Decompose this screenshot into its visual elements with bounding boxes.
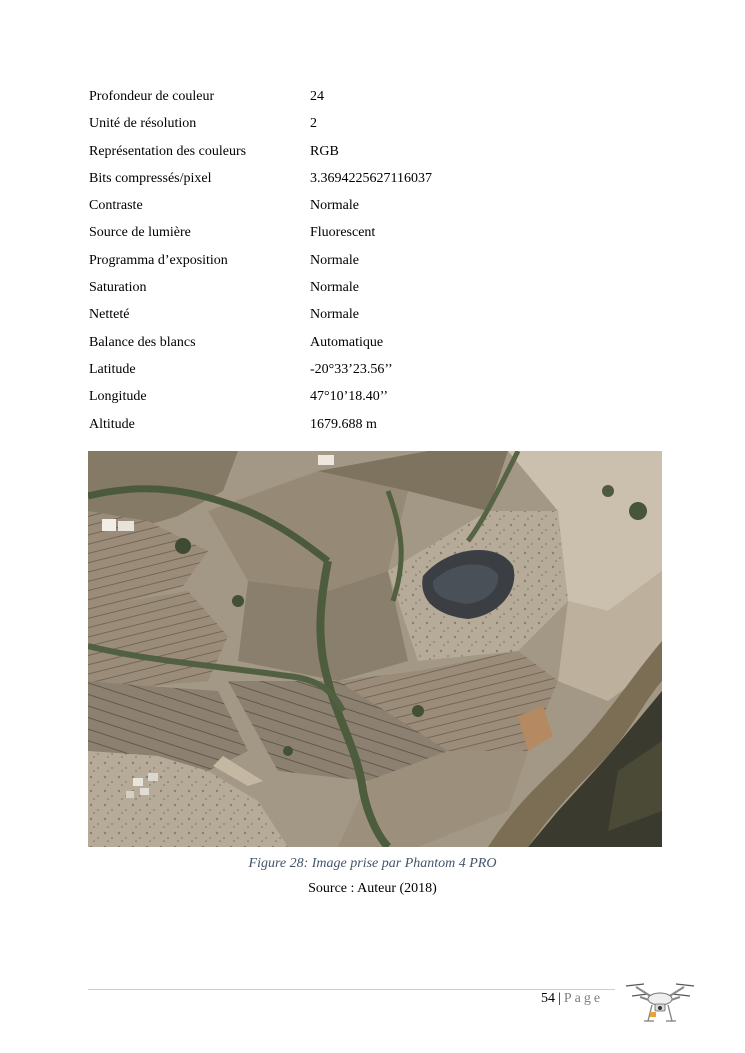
property-key: Source de lumière bbox=[89, 225, 191, 241]
page-number: 54 bbox=[541, 991, 555, 1006]
property-key: Profondeur de couleur bbox=[89, 89, 215, 104]
property-key: Saturation bbox=[89, 280, 147, 296]
property-value: Normale bbox=[310, 280, 359, 296]
property-value: Fluorescent bbox=[310, 225, 376, 241]
property-value: 47°10’18.40’’ bbox=[310, 389, 389, 405]
property-value: Automatique bbox=[310, 334, 384, 350]
property-value: RGB bbox=[310, 143, 339, 159]
property-key: Longitude bbox=[89, 389, 147, 405]
page-word: Page bbox=[563, 991, 604, 1006]
property-value: Normale bbox=[310, 307, 359, 323]
property-key: Programma d’exposition bbox=[89, 252, 228, 268]
property-key: Unité de résolution bbox=[89, 116, 197, 132]
property-value: 24 bbox=[310, 89, 324, 104]
property-value: Normale bbox=[310, 198, 359, 214]
property-key: Représentation des couleurs bbox=[89, 143, 247, 159]
property-value: 2 bbox=[310, 116, 317, 132]
property-value: 3.3694225627116037 bbox=[310, 170, 432, 186]
page-footer bbox=[541, 991, 603, 1007]
property-key: Altitude bbox=[89, 416, 135, 432]
figure-caption: Figure 28: Image prise par Phantom 4 PRO bbox=[248, 856, 497, 871]
figure-source: Source : Auteur (2018) bbox=[308, 881, 437, 896]
property-key: Balance des blancs bbox=[89, 334, 196, 350]
property-key: Contraste bbox=[89, 198, 143, 214]
page-separator: | bbox=[558, 991, 561, 1006]
property-value: -20°33’23.56’’ bbox=[310, 361, 393, 377]
property-value: Normale bbox=[310, 252, 359, 268]
aerial-drone-photo bbox=[88, 451, 662, 847]
property-value: 1679.688 m bbox=[310, 416, 377, 432]
property-key: Latitude bbox=[89, 361, 136, 377]
footer-divider bbox=[88, 989, 615, 990]
property-key: Bits compressés/pixel bbox=[89, 170, 212, 186]
property-key: Netteté bbox=[89, 307, 130, 323]
drone-logo-icon bbox=[622, 977, 698, 1027]
